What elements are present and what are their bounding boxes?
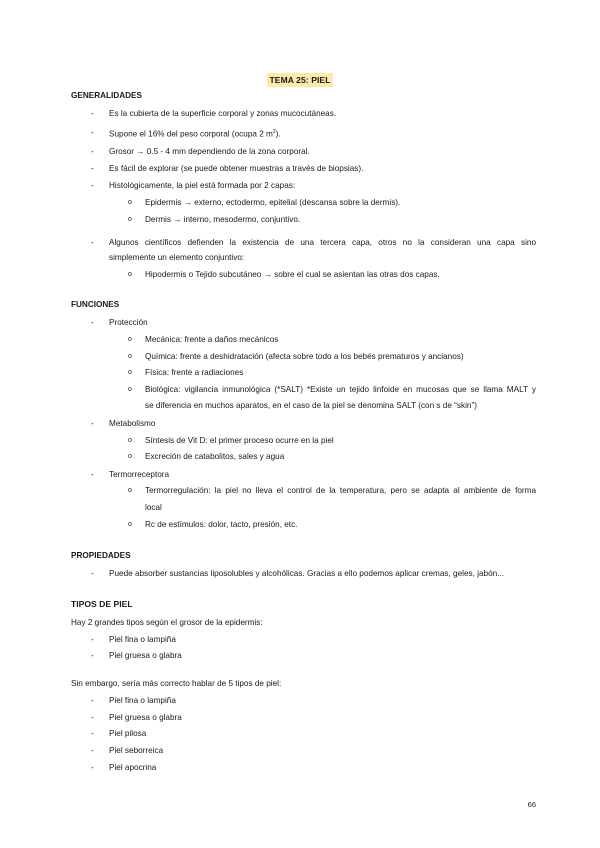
dash-bullet: -: [91, 763, 94, 772]
circle-bullet: o: [128, 271, 132, 278]
list-item: Algunos científicos defienden la existencia de una tercera capa, otros no la consideran una capa sino: [109, 238, 536, 247]
sub-list-item: Termorregulación: la piel no lleva el control de la temperatura, pero se adapta al ambiente de forma: [145, 486, 536, 495]
section-heading-propiedades: PROPIEDADES: [71, 551, 131, 560]
dash-bullet: -: [91, 419, 94, 428]
circle-bullet: o: [128, 453, 132, 460]
list-item: Es la cubierta de la superficie corporal y zonas mucocutáneas.: [109, 109, 337, 118]
dash-bullet: -: [91, 746, 94, 755]
page-number: 66: [527, 800, 536, 809]
list-item: Grosor → 0.5 - 4 mm dependiendo de la zona corporal.: [109, 147, 310, 156]
list-item: Piel gruesa o glabra: [109, 651, 182, 660]
circle-bullet: o: [128, 369, 132, 376]
sub-list-item: Física: frente a radiaciones: [145, 368, 244, 377]
circle-bullet: o: [128, 353, 132, 360]
dash-bullet: -: [91, 635, 94, 644]
dash-bullet: -: [91, 470, 94, 479]
circle-bullet: o: [128, 487, 132, 494]
list-item: Piel fina o lampiña: [109, 696, 176, 705]
dash-bullet: -: [91, 109, 94, 118]
list-item: Histológicamente, la piel está formada por 2 capas:: [109, 181, 296, 190]
dash-bullet: -: [91, 128, 94, 137]
dash-bullet: -: [91, 238, 94, 247]
sub-list-item: Hipodermis o Tejido subcutáneo → sobre el cual se asientan las otras dos capas.: [145, 270, 440, 279]
dash-bullet: -: [91, 318, 94, 327]
list-item: Puede absorber sustancias liposolubles y alcohólicas. Gracias a ello podemos aplicar cremas, geles, jabón...: [109, 569, 505, 578]
section-heading-generalidades: GENERALIDADES: [71, 91, 142, 100]
list-item-continuation: simplemente un elemento conjuntivo:: [109, 253, 245, 262]
dash-bullet: -: [91, 569, 94, 578]
list-item: Es fácil de explorar (se puede obtener muestras a través de biopsias).: [109, 164, 364, 173]
circle-bullet: o: [128, 386, 132, 393]
dash-bullet: -: [91, 651, 94, 660]
paragraph: Sin embargo, sería más correcto hablar de 5 tipos de piel:: [71, 679, 282, 688]
section-heading-funciones: FUNCIONES: [71, 300, 120, 309]
section-heading-tipos: TIPOS DE PIEL: [71, 599, 133, 609]
dash-bullet: -: [91, 713, 94, 722]
sub-list-item: Rc de estímulos: dolor, tacto, presión, etc.: [145, 520, 298, 529]
sub-list-item: Síntesis de Vit D: el primer proceso ocurre en la piel: [145, 436, 334, 445]
list-item: Piel seborreica: [109, 746, 164, 755]
list-item: Piel fina o lampiña: [109, 635, 176, 644]
dash-bullet: -: [91, 696, 94, 705]
circle-bullet: o: [128, 336, 132, 343]
page-title: TEMA 25: PIEL: [0, 70, 600, 88]
list-item: Supone el 16% del peso corporal (ocupa 2 $m^2$).: [109, 129, 281, 139]
circle-bullet: o: [128, 521, 132, 528]
list-item: Piel apocrina: [109, 763, 157, 772]
list-item: Termorreceptora: [109, 470, 170, 479]
sub-list-item: Química: frente a deshidratación (afecta sobre todo a los bebés prematuros y ancianos): [145, 352, 464, 361]
list-item: Protección: [109, 318, 148, 327]
list-item: Piel gruesa o glabra: [109, 713, 182, 722]
dash-bullet: -: [91, 181, 94, 190]
circle-bullet: o: [128, 437, 132, 444]
list-item: Piel pilosa: [109, 729, 147, 738]
list-item: Metabolismo: [109, 419, 156, 428]
dash-bullet: -: [91, 729, 94, 738]
dash-bullet: -: [91, 147, 94, 156]
sub-list-item-continuation: local: [145, 503, 162, 512]
sub-list-item: Mecánica: frente a daños mecánicos: [145, 335, 279, 344]
circle-bullet: o: [128, 216, 132, 223]
sub-list-item-continuation: se diferencia en muchos aparatos, en el caso de la piel se denomina SALT (con s de “skin”): [145, 401, 477, 410]
sub-list-item: Epidermis → externo, ectodermo, epitelial (descansa sobre la dermis).: [145, 198, 401, 207]
paragraph: Hay 2 grandes tipos según el grosor de la epidermis:: [71, 618, 263, 627]
dash-bullet: -: [91, 164, 94, 173]
sub-list-item: Dermis → interno, mesodermo, conjuntivo.: [145, 215, 301, 224]
circle-bullet: o: [128, 199, 132, 206]
sub-list-item: Biológica: vigilancia inmunológica (*SALT) *Existe un tejido linfoide en mucosas que se llama MALT y: [145, 385, 536, 394]
sub-list-item: Excreción de catabolitos, sales y agua: [145, 452, 285, 461]
